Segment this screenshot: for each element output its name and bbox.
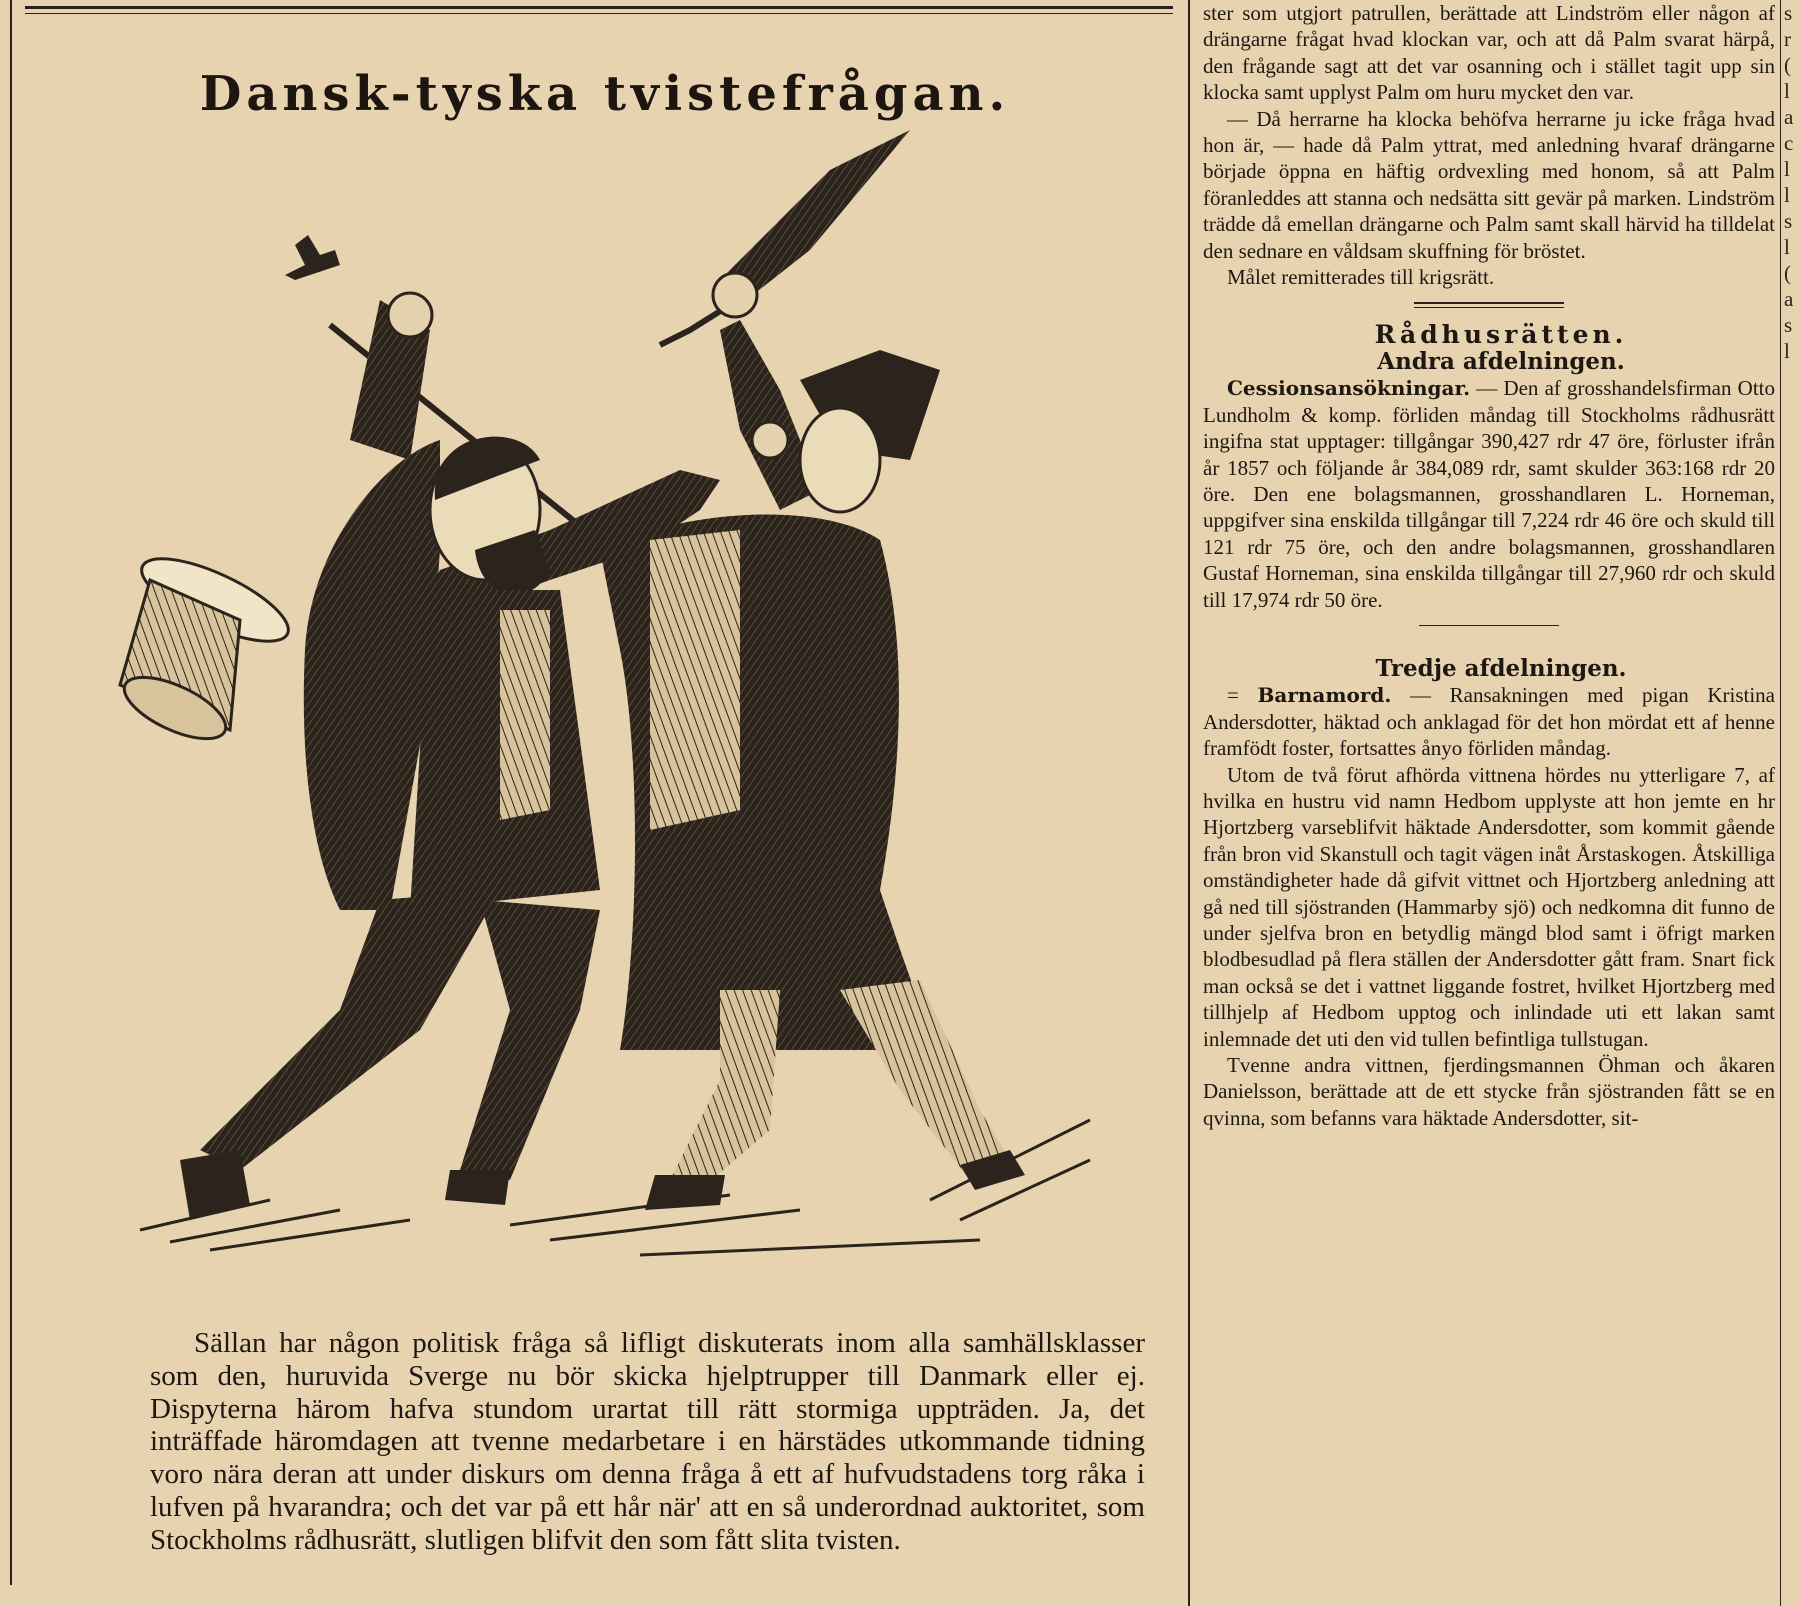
edge-letter: s: [1784, 209, 1793, 233]
lead-barnamord: Barnamord.: [1257, 683, 1392, 708]
edge-letter: a: [1784, 287, 1794, 311]
column-divider-right: [1780, 0, 1781, 1606]
edge-letter: (: [1784, 53, 1791, 77]
edge-letter: l: [1784, 157, 1790, 181]
column-divider: [1188, 0, 1190, 1606]
edge-column-fragment: [1784, 0, 1800, 1606]
edge-letter: s: [1784, 1, 1793, 25]
edge-letter: c: [1784, 131, 1794, 155]
edge-letter: (: [1784, 261, 1791, 285]
flying-hat-icon: [116, 543, 299, 752]
edge-letter: l: [1784, 235, 1790, 259]
lead-cession: Cessionsansökningar.: [1227, 376, 1471, 401]
text-barnamord: — Ransakningen med pigan Kristina Andersdotter, häktad och anklagad för det hon mördat ett af henne framfödt foster, fortsattes ånyo förliden måndag.: [1203, 683, 1775, 761]
edge-letter: s: [1784, 313, 1793, 337]
paragraph-patrol: ster som utgjort patrullen, berättade att Lindström eller någon af drängarne frågat hvad klockan var, och att då Palm svarat härpå, den frågande sagt att det var osanning och i stället tagit upp sin klocka samt upplyst Palm om huru mycket den var.: [1203, 1, 1775, 105]
news-column: [1203, 0, 1775, 1131]
paragraph-barnamord: [1203, 682, 1775, 761]
left-page-border: [10, 0, 12, 1585]
heading-radhusratten: Rådhusrätten.: [1374, 320, 1628, 350]
edge-letter: l: [1784, 339, 1790, 363]
edge-letter: l: [1784, 79, 1790, 103]
heading-tredje-afdelningen: Tredje afdelningen.: [1375, 654, 1627, 682]
paragraph-cession: [1203, 375, 1775, 613]
edge-letter: l: [1784, 183, 1790, 207]
top-double-rule-lower: [25, 13, 1173, 14]
edge-letter: r: [1784, 27, 1791, 51]
right-figure: [600, 130, 1025, 1210]
paragraph-dialogue: — Då herrarne ha klocka behöfva herrarne ju icke fråga hvad hon är, — hade då Palm yttrat, med anledning hvaraf drängarne började öppna en häftig ordvexling med honom, så att Palm föranleddes att stanna och nedsätta sitt gevär på marken. Lindström trädde då emellan drängarne och Palm samt skall härvid ha tilldelat den sednare en våldsam skuffning för bröstet.: [1203, 106, 1775, 263]
top-double-rule: [25, 6, 1173, 9]
section-separator: [1414, 302, 1564, 308]
illustration-caption: Sällan har någon politisk fråga så lifligt diskuterats inom alla samhällsklasser som den, huruvida Sverge nu bör skicka hjelptrupper till Danmark eller ej. Dispyterna härom hafva stundom urartat till rätt stormiga uppträden. Ja, det inträffade häromdagen att tvenne medarbetare i en härstädes utkommande tidning voro nära deran att under diskurs om denna fråga å ett af hufvudstadens torg råka i lufven på hvarandra; och det var på ett hår när' att en så underordnad auktoritet, som Stockholms rådhusrätt, slutligen blifvit den som fått slita tvisten.: [150, 1327, 1145, 1556]
illustration-title: Dansk-tyska tvistefrågan.: [199, 66, 1011, 122]
subsection-separator: [1419, 625, 1559, 626]
paragraph-witnesses: Utom de två förut afhörda vittnena hördes nu ytterligare 7, af hvilka en hustru vid namn Hedbom upplyste att hon jemte en hr Hjortzberg varseblifvit häktade Andersdotter, som kommit gående från bron vid Skanstull och tagit vägen inåt Årstaskogen. Åtskilliga omständigheter hade då gifvit vittnet och Hjortzberg anledning att gå ned till sjöstranden (Hammarby sjö) och nedkomna dit funno de under sjelfva bron en betydlig mängd blod samt i öfrigt marken blodbesudlad på flera ställen der Andersdotter gått fram. Snart fick man också se det i vattnet liggande fostret, hvilket Hjortzberg med tillhjelp af Hedbom upptog och inlindade uti ett lakan samt inlemnade det uti den vid tullen befintliga tullstugan.: [1203, 762, 1775, 1051]
heading-andra-afdelningen: Andra afdelningen.: [1377, 347, 1625, 375]
prefix-barnamord: =: [1227, 683, 1258, 708]
edge-letter: a: [1784, 105, 1794, 129]
text-cession: — Den af grosshandelsfirman Otto Lundholm & komp. förliden måndag till Stockholms rådhusrätt ingifna stat upptager: tillgångar 390,427 rdr 47 öre, förluster ifrån år 1857 och följande år 384,089 rdr, samt skulder 363:168 rdr 20 öre. Den ene bolagsmannen, grosshandlaren L. Horneman, uppgifver sina enskilda tillgångar till 7,224 rdr 46 öre och skuld till 121 rdr 75 öre, och den andre bolagsmannen, grosshandlaren Gustaf Horneman, sina enskilda tillgångar till 27,960 rdr och skuld till 17,974 rdr 50 öre.: [1203, 376, 1775, 612]
paragraph-last: Tvenne andra vittnen, fjerdingsmannen Öhman och åkaren Danielsson, berättade att de ett stycke från sjöstranden fått se en qvinna, som befanns vara häktade Andersdotter, sit-: [1203, 1053, 1775, 1130]
paragraph-remitted: Målet remitterades till krigsrätt.: [1227, 265, 1495, 290]
cartoon-illustration: [80, 130, 1180, 1280]
